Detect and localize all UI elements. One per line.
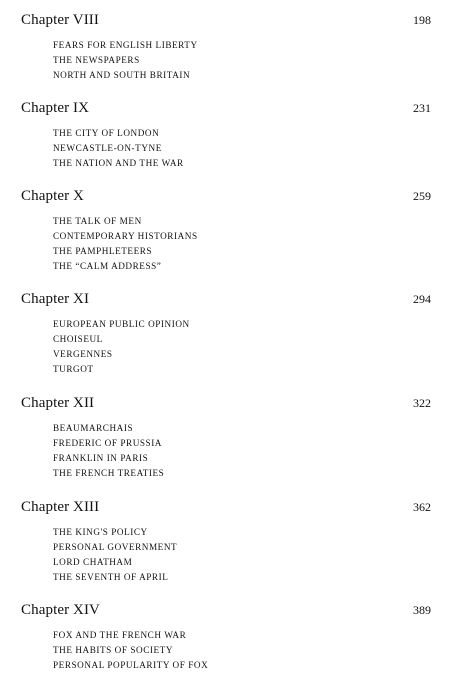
chapter-entry <box>21 291 431 377</box>
chapter-heading <box>21 12 431 30</box>
chapter-heading <box>21 602 431 620</box>
section-list <box>53 628 431 673</box>
section-item: NEWCASTLE-ON-TYNE <box>53 143 162 153</box>
chapter-heading <box>21 100 431 118</box>
section-list <box>53 317 431 377</box>
section-item: EUROPEAN PUBLIC OPINION <box>53 319 190 329</box>
section-item: FRANKLIN IN PARIS <box>53 453 149 463</box>
chapter-title: Chapter XIII <box>21 499 100 515</box>
chapter-entry <box>21 395 431 481</box>
chapter-title: Chapter IX <box>21 100 90 116</box>
section-item: THE CITY OF LONDON <box>53 128 160 138</box>
section-item: BEAUMARCHAIS <box>53 423 134 433</box>
chapter-title: Chapter X <box>21 188 84 204</box>
section-item: FOX AND THE FRENCH WAR <box>53 630 187 640</box>
section-item: NORTH AND SOUTH BRITAIN <box>53 70 191 80</box>
section-list <box>53 214 431 274</box>
section-list <box>53 38 431 83</box>
chapter-title: Chapter XIV <box>21 602 100 618</box>
chapter-entry <box>21 188 431 274</box>
section-item: THE PAMPHLETEERS <box>53 246 153 256</box>
section-item: CHOISEUL <box>53 334 103 344</box>
section-item: VERGENNES <box>53 349 113 359</box>
chapter-page-number: 322 <box>413 396 431 410</box>
section-item: THE TALK OF MEN <box>53 216 142 226</box>
chapter-title: Chapter VIII <box>21 12 99 28</box>
section-item: THE HABITS OF SOCIETY <box>53 645 174 655</box>
chapter-page-number: 389 <box>413 603 431 617</box>
chapter-title: Chapter XII <box>21 395 95 411</box>
chapter-heading <box>21 395 431 413</box>
chapter-heading <box>21 188 431 206</box>
chapter-entry <box>21 12 431 83</box>
section-item: THE SEVENTH OF APRIL <box>53 572 169 582</box>
section-item: PERSONAL GOVERNMENT <box>53 542 178 552</box>
section-item: LORD CHATHAM <box>53 557 133 567</box>
section-item: TURGOT <box>53 364 94 374</box>
chapter-page-number: 231 <box>413 101 431 115</box>
chapter-entry <box>21 100 431 171</box>
chapter-page-number: 198 <box>413 13 431 27</box>
section-item: FEARS FOR ENGLISH LIBERTY <box>53 40 198 50</box>
chapter-entry <box>21 499 431 585</box>
section-item: FREDERIC OF PRUSSIA <box>53 438 162 448</box>
section-item: THE NATION AND THE WAR <box>53 158 184 168</box>
chapter-heading <box>21 499 431 517</box>
chapter-title: Chapter XI <box>21 291 90 307</box>
section-list <box>53 525 431 585</box>
section-item: CONTEMPORARY HISTORIANS <box>53 231 198 241</box>
section-item: THE NEWSPAPERS <box>53 55 140 65</box>
chapter-page-number: 259 <box>413 189 431 203</box>
chapter-entry <box>21 602 431 673</box>
section-list <box>53 126 431 171</box>
section-item: THE “CALM ADDRESS” <box>53 261 162 271</box>
section-item: THE KING'S POLICY <box>53 527 148 537</box>
chapter-page-number: 294 <box>413 292 431 306</box>
section-item: THE FRENCH TREATIES <box>53 468 165 478</box>
chapter-heading <box>21 291 431 309</box>
chapter-page-number: 362 <box>413 500 431 514</box>
section-item: PERSONAL POPULARITY OF FOX <box>53 660 209 670</box>
section-list <box>53 421 431 481</box>
